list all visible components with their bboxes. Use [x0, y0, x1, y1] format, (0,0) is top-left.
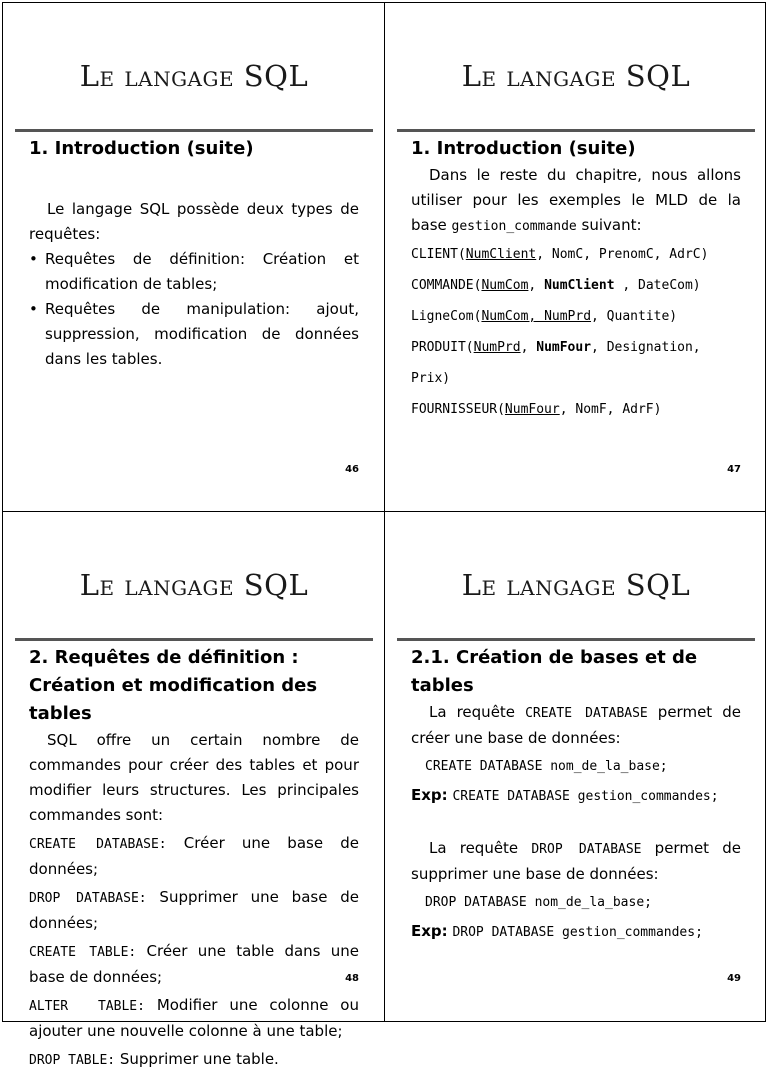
command-item — [29, 885, 359, 936]
slide-title: Le langage SQL — [461, 568, 691, 602]
table-name: CLIENT( — [411, 247, 466, 262]
table-name: FOURNISSEUR( — [411, 402, 505, 417]
title-rule — [15, 638, 373, 641]
attributes: , DateCom) — [614, 278, 701, 293]
bullet-list — [29, 247, 359, 372]
section-heading: 1. Introduction (suite) — [29, 138, 254, 159]
section-heading: 1. Introduction (suite) — [411, 138, 636, 159]
command-item — [29, 831, 359, 882]
sql-keyword: DROP DATABASE — [531, 842, 642, 857]
create-db-syntax: CREATE DATABASE nom_de_la_base; — [425, 759, 668, 774]
spacer — [411, 810, 741, 836]
command-item — [29, 1047, 359, 1073]
attributes: , NomC, PrenomC, AdrC) — [536, 247, 709, 262]
command-desc: Créer une base de données; — [29, 834, 359, 878]
table-name: LigneCom( — [411, 309, 482, 324]
primary-key: NumClient — [465, 247, 537, 262]
schema-client — [411, 239, 741, 270]
command-name: CREATE DATABASE: — [29, 837, 167, 852]
separator: , — [528, 278, 545, 293]
command-name: CREATE TABLE: — [29, 945, 137, 960]
primary-key: NumCom — [481, 278, 529, 293]
command-desc: Supprimer une table. — [119, 1050, 279, 1068]
schema-commande — [411, 270, 741, 301]
separator: , — [520, 340, 537, 355]
attributes: , NomF, AdrF) — [559, 402, 662, 417]
drop-db-text — [411, 836, 741, 887]
attributes: , Designation, Prix) — [411, 340, 701, 386]
schema-produit — [411, 332, 741, 394]
drop-db-example — [411, 918, 741, 946]
intro-text-b: suivant: — [576, 216, 642, 234]
title-rule — [397, 638, 755, 641]
create-db-text — [411, 700, 741, 751]
slide-content — [411, 644, 741, 946]
page-number: 46 — [345, 464, 359, 475]
example-code: CREATE DATABASE gestion_commandes; — [452, 789, 719, 804]
text-part: La requête — [429, 839, 532, 857]
page-number: 47 — [727, 464, 741, 475]
intro-text: SQL offre un certain nombre de commandes pour créer des tables et pour modifier leurs structures. Les principales commandes sont: — [29, 731, 359, 824]
command-desc: Créer une table dans une base de données; — [29, 942, 359, 986]
bullet-item: • Requêtes de définition: Création et modification de tables; — [29, 247, 359, 297]
schema-fournisseur — [411, 394, 741, 425]
slide-content — [29, 644, 359, 1073]
create-db-example — [411, 782, 741, 810]
slide-48 — [3, 512, 385, 1068]
table-name: PRODUIT( — [411, 340, 474, 355]
foreign-key: NumFour — [536, 340, 592, 355]
title-rule — [397, 129, 755, 132]
intro-text — [411, 163, 741, 239]
intro-text: Le langage SQL possède deux types de requêtes: — [29, 200, 359, 243]
example-label: Exp: — [411, 786, 448, 804]
slide-47 — [385, 3, 767, 513]
slide-content — [29, 135, 359, 372]
slide-title: Le langage SQL — [79, 568, 309, 602]
section-heading: 2.1. Création de bases et de tables — [411, 647, 698, 696]
section-heading: 2. Requêtes de définition : Création et modification des tables — [29, 647, 318, 724]
slide-46 — [3, 3, 385, 513]
table-name: COMMANDE( — [411, 278, 482, 293]
command-name: DROP TABLE: — [29, 1053, 116, 1068]
slide-content — [411, 135, 741, 425]
page-number: 48 — [345, 973, 359, 984]
text-part: permet de créer une base de données: — [411, 703, 741, 747]
slide-title: Le langage SQL — [79, 59, 309, 93]
drop-db-syntax: DROP DATABASE nom_de_la_base; — [425, 895, 652, 910]
slide-49 — [385, 512, 767, 1022]
command-name: ALTER TABLE: — [29, 999, 145, 1014]
primary-key: NumFour — [504, 402, 560, 417]
command-desc: Supprimer une base de données; — [29, 888, 359, 932]
page-number: 49 — [727, 973, 741, 984]
sql-keyword: CREATE DATABASE — [525, 706, 648, 721]
primary-key: NumCom, NumPrd — [481, 309, 592, 324]
intro-db-name: gestion_commande — [451, 219, 577, 234]
command-item — [29, 939, 359, 990]
bullet-item: • Requêtes de manipulation: ajout, suppression, modification de données dans les tables. — [29, 297, 359, 372]
slide-title: Le langage SQL — [461, 59, 691, 93]
text-part: La requête — [429, 703, 526, 721]
primary-key: NumPrd — [473, 340, 521, 355]
schema-lignecom — [411, 301, 741, 332]
intro-text-a: Dans le reste du chapitre, nous allons utiliser pour les exemples le MLD de la base — [411, 166, 741, 234]
text-part: permet de supprimer une base de données: — [411, 839, 741, 883]
example-label: Exp: — [411, 922, 448, 940]
command-name: DROP DATABASE: — [29, 891, 147, 906]
title-rule — [15, 129, 373, 132]
example-code: DROP DATABASE gestion_commandes; — [452, 925, 703, 940]
attributes: , Quantite) — [591, 309, 678, 324]
foreign-key: NumClient — [544, 278, 615, 293]
command-item — [29, 993, 359, 1044]
command-desc: Modifier une colonne ou ajouter une nouvelle colonne à une table; — [29, 996, 359, 1040]
